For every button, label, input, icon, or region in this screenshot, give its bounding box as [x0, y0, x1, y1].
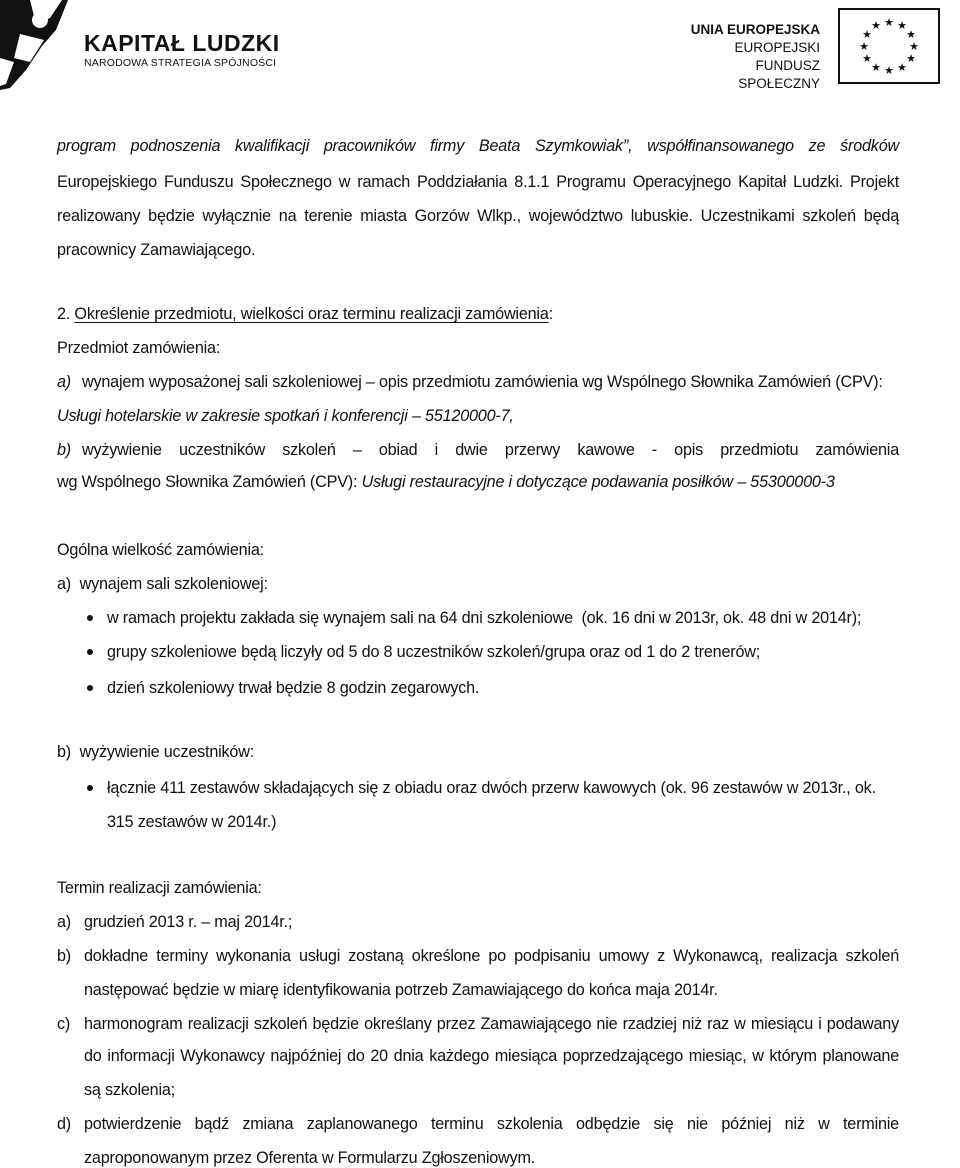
term-c-line-1: harmonogram realizacji szkoleń będzie określany przez Zamawiającego nie rzadziej niż raz w miesiącu i podawany: [84, 1015, 899, 1033]
kapital-ludzki-title: KAPITAŁ LUDZKI: [84, 30, 280, 56]
term-a-label: a): [57, 913, 71, 931]
size-heading: Ogólna wielkość zamówienia:: [57, 541, 264, 559]
size-a-bullet-2: grupy szkoleniowe będą liczyły od 5 do 8 uczestników szkoleń/grupa oraz od 1 do 2 trenerów;: [107, 643, 761, 661]
subject-b-line-2-plain: wg Wspólnego Słownika Zamówień (CPV):: [57, 473, 362, 491]
size-a-bullet-3: dzień szkoleniowy trwał będzie 8 godzin zegarowych.: [107, 679, 480, 697]
size-b-bullet-line-1: łącznie 411 zestawów składających się z obiadu oraz dwóch przerw kawowych (ok. 96 zestawów w 2013r., ok.: [107, 779, 876, 797]
svg-text:★: ★: [862, 28, 872, 41]
section-2-number: 2.: [57, 305, 71, 323]
eu-line-1: UNIA EUROPEJSKA: [690, 22, 820, 37]
subject-a-label: a): [57, 373, 71, 391]
svg-text:★: ★: [871, 61, 881, 74]
subject-b-line-2-italic: Usługi restauracyjne i dotyczące podawania posiłków – 55300000-3: [361, 473, 835, 491]
section-2-heading: Określenie przedmiotu, wielkości oraz terminu realizacji zamówienia: [74, 305, 549, 323]
term-d-line-1: potwierdzenie bądź zmiana zaplanowanego terminu szkolenia odbędzie się nie później niż w terminie: [84, 1115, 899, 1133]
kapital-ludzki-subtitle: NARODOWA STRATEGIA SPÓJNOŚCI: [84, 57, 277, 69]
svg-text:★: ★: [884, 64, 894, 77]
subject-heading: Przedmiot zamówienia:: [57, 339, 221, 357]
size-b-heading: b) wyżywienie uczestników:: [57, 743, 255, 761]
eu-line-3: FUNDUSZ SPOŁECZNY: [738, 58, 820, 91]
term-a-text: grudzień 2013 r. – maj 2014r.;: [84, 913, 293, 931]
svg-text:★: ★: [897, 61, 907, 74]
intro-line-3: realizowany będzie wyłącznie na terenie miasta Gorzów Wlkp., województwo lubuskie. Uczestnikami szkoleń będą: [57, 207, 899, 225]
subject-b-line-2: [57, 472, 835, 492]
bullet-dot: [87, 649, 93, 655]
section-2-colon: :: [548, 305, 553, 323]
term-b-line-1: dokładne terminy wykonania usługi zostaną określone po podpisaniu umowy z Wykonawcą, realizacja szkoleń: [84, 947, 899, 965]
bullet-dot: [87, 615, 93, 621]
svg-text:★: ★: [884, 16, 894, 29]
svg-text:★: ★: [909, 40, 919, 53]
svg-text:★: ★: [859, 40, 869, 53]
subject-a-line-2: Usługi hotelarskie w zakresie spotkań i konferencji – 55120000-7,: [57, 407, 514, 425]
intro-line-2: Europejskiego Funduszu Społecznego w ramach Poddziałania 8.1.1 Programu Operacyjnego Kapitał Ludzki. Projekt: [57, 173, 899, 191]
svg-text:★: ★: [862, 52, 872, 65]
intro-line-1: program podnoszenia kwalifikacji pracowników firmy Beata Szymkowiak”, współfinansowanego ze środków: [57, 137, 899, 155]
kapital-ludzki-emblem-icon: [0, 0, 78, 90]
svg-text:★: ★: [897, 19, 907, 32]
subject-b-line-1: wyżywienie uczestników szkoleń – obiad i dwie przerwy kawowe - opis przedmiotu zamówienia: [82, 441, 899, 459]
term-d-line-2: zaproponowanym przez Oferenta w Formularzu Zgłoszeniowym.: [84, 1149, 536, 1167]
intro-line-4: pracownicy Zamawiającego.: [57, 241, 256, 259]
term-d-label: d): [57, 1115, 71, 1133]
bullet-dot: [87, 785, 93, 791]
eu-line-2: EUROPEJSKI: [734, 40, 820, 55]
term-heading: Termin realizacji zamówienia:: [57, 879, 262, 897]
svg-text:★: ★: [871, 19, 881, 32]
bullet-dot: [87, 685, 93, 691]
size-b-bullet-line-2: 315 zestawów w 2014r.): [107, 813, 277, 831]
section-2-heading-line: [57, 304, 553, 324]
term-b-label: b): [57, 947, 71, 965]
subject-a-line-1: wynajem wyposażonej sali szkoleniowej – opis przedmiotu zamówienia wg Wspólnego Słownika Zamówień (CPV):: [82, 373, 883, 391]
size-a-bullet-1: w ramach projektu zakłada się wynajem sali na 64 dni szkoleniowe (ok. 16 dni w 2013r, ok. 48 dni w 2014r);: [107, 609, 862, 627]
eu-flag-icon: [838, 8, 940, 84]
term-b-line-2: następować będzie w miarę identyfikowania potrzeb Zamawiającego do końca maja 2014r.: [84, 981, 718, 999]
eu-text-block: [670, 21, 820, 93]
kapital-ludzki-logo: [0, 0, 300, 90]
term-c-line-3: są szkolenia;: [84, 1081, 175, 1099]
svg-text:★: ★: [906, 28, 916, 41]
size-a-heading: a) wynajem sali szkoleniowej:: [57, 575, 268, 593]
term-c-label: c): [57, 1015, 71, 1033]
subject-b-label: b): [57, 441, 71, 459]
eu-efs-logo: [670, 8, 940, 91]
term-c-line-2: do informacji Wykonawcy najpóźniej do 20 dnia każdego miesiąca poprzedzającego miesiąc, w którym planowane: [84, 1047, 899, 1065]
svg-text:★: ★: [906, 52, 916, 65]
